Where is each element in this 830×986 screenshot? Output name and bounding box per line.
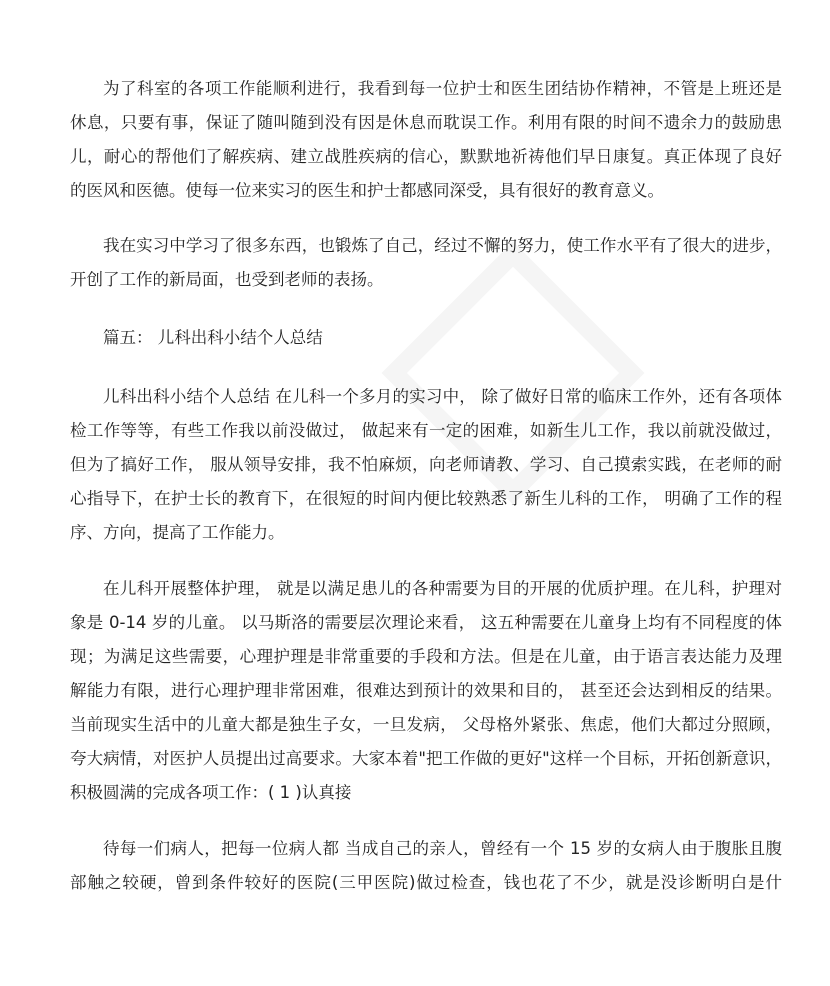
text-line: 检工作等等，有些工作我以前没做过， 做起来有一定的困难，如新生儿工作，我以前就没做过， (70, 421, 782, 440)
text-line: 待每一们病人，把每一位病人都 当成自己的亲人，曾经有一个 15 岁的女病人由于腹胀且腹 (103, 839, 782, 858)
text-line: 开创了工作的新局面，也受到老师的表扬。 (70, 270, 384, 289)
text-line: 当前现实生活中的儿童大都是独生子女，一旦发病， 父母格外紧张、焦虑，他们大都过分照顾， (70, 715, 782, 734)
text-line: 但为了搞好工作， 服从领导安排，我不怕麻烦，向老师请教、学习、自己摸索实践，在老师的耐 (70, 455, 782, 474)
text-line: 象是 0-14 岁的儿童。 以马斯洛的需要层次理论来看， 这五种需要在儿童身上均有不同程度的体 (70, 613, 782, 632)
text-line: 的医风和医德。使每一位来实习的医生和护士都感同深受，具有很好的教育意义。 (70, 181, 664, 200)
text-line: 为了科室的各项工作能顺利进行，我看到每一位护士和医生团结协作精神，不管是上班还是 (103, 79, 782, 98)
text-line: 我在实习中学习了很多东西，也锻炼了自己，经过不懈的努力，使工作水平有了很大的进步， (103, 236, 782, 255)
text-line: 现；为满足这些需要，心理护理是非常重要的手段和方法。但是在儿童，由于语言表达能力及理 (70, 647, 782, 666)
text-line: 部触之较硬，曾到条件较好的医院(三甲医院)做过检查，钱也花了不少，就是没诊断明白是什 (70, 873, 782, 892)
text-line: 休息，只要有事，保证了随叫随到没有因是休息而耽误工作。利用有限的时间不遗余力的鼓励患 (70, 113, 782, 132)
text-line: 夸大病情，对医护人员提出过高要求。大家本着"把工作做的更好"这样一个目标，开拓创新意识， (70, 749, 782, 768)
text-line: 在儿科开展整体护理， 就是以满足患儿的各种需要为目的开展的优质护理。在儿科，护理对 (103, 579, 782, 598)
text-line: 序、方向，提高了工作能力。 (70, 523, 285, 542)
text-line: 儿，耐心的帮他们了解疾病、建立战胜疾病的信心，默默地祈祷他们早日康复。真正体现了良好 (70, 147, 782, 166)
heading-text: 篇五： 儿科出科小结个人总结 (103, 328, 323, 347)
text-line: 积极圆满的完成各项工作：( 1 )认真接 (70, 783, 352, 802)
text-line: 解能力有限，进行心理护理非常困难，很难达到预计的效果和目的， 甚至还会达到相反的结果。 (70, 681, 782, 700)
text-line: 心指导下，在护士长的教育下，在很短的时间内便比较熟悉了新生儿科的工作， 明确了工作的程 (70, 489, 782, 508)
text-line: 儿科出科小结个人总结 在儿科一个多月的实习中， 除了做好日常的临床工作外，还有各项体 (103, 387, 782, 406)
